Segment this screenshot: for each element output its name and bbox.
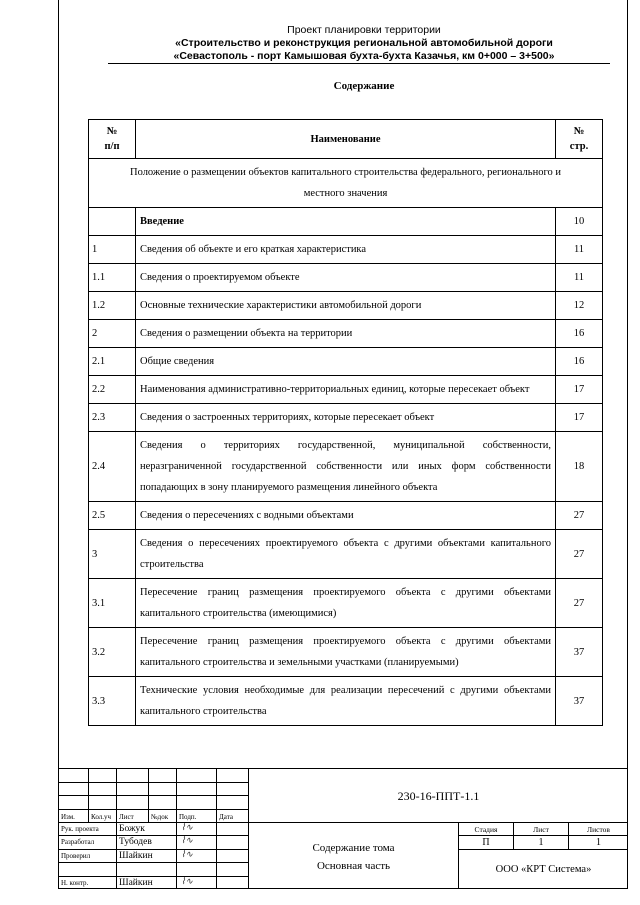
stamp-col-label: Лист [116,809,148,823]
table-row [89,292,603,320]
row-page: 11 [556,236,603,264]
stamp-cell [176,795,216,809]
title-block [58,768,628,889]
table-row [89,628,603,677]
stamp-person: Шайкин [116,876,176,889]
table-row [89,236,603,264]
row-page: 17 [556,376,603,404]
stamp-col-label: Кол.уч [88,809,116,823]
stamp-cell [58,782,88,796]
header-name: Наименование [136,120,556,159]
row-number: 1.1 [89,264,136,292]
row-number: 2.4 [89,432,136,502]
stamp-stage-label: Стадия [458,822,513,835]
stamp-cell [216,782,248,796]
stamp-cell [58,768,88,782]
stamp-cell [216,768,248,782]
stamp-cell [216,822,248,835]
row-title: Пересечение границ размещения проектируемого объекта с другими объектами капитального строительства (имеющимися) [136,579,556,628]
header-page-2: стр. [569,141,589,152]
section-row [89,159,603,208]
stamp-col-label: Изм. [58,809,88,823]
stamp-role: Н. контр. [58,876,116,889]
stamp-col-label: №док [148,809,176,823]
organization-name: ООО «КРТ Система» [458,849,628,889]
row-page: 17 [556,404,603,432]
table-row [89,432,603,502]
table-row [89,348,603,376]
row-number [89,208,136,236]
header-page: № [573,126,585,137]
header-num: № [106,126,118,137]
doc-name [248,822,458,889]
handwritten-signature-icon: ⌇∿ [181,876,193,887]
stamp-sheets-label: Листов [568,822,628,835]
row-number: 3.2 [89,628,136,677]
row-title: Введение [136,208,556,236]
row-title: Сведения о пересечениях с водными объектами [136,502,556,530]
stamp-cell [116,795,148,809]
stamp-cell [58,795,88,809]
table-row [89,502,603,530]
row-number: 2.5 [89,502,136,530]
doc-code: 230-16-ППТ-1.1 [248,768,628,822]
stamp-person: Божук [116,822,176,835]
stamp-cell [176,768,216,782]
stamp-person: Тубодев [116,835,176,848]
header-line-1: Проект планировки территории [287,24,441,36]
stamp-cell [88,782,116,796]
header-line-2: «Строительство и реконструкция региональной автомобильной дороги [175,37,553,49]
row-title: Сведения о размещении объекта на территории [136,320,556,348]
contents-table [88,119,603,726]
row-number: 1 [89,236,136,264]
stamp-col-label: Подп. [176,809,216,823]
row-title: Сведения о проектируемом объекте [136,264,556,292]
handwritten-signature-icon: ⌇∿ [181,836,193,847]
row-title: Сведения о застроенных территориях, которые пересекает объект [136,404,556,432]
stamp-cell [216,876,248,889]
row-number: 2 [89,320,136,348]
table-row [89,376,603,404]
row-number: 1.2 [89,292,136,320]
row-page: 27 [556,579,603,628]
row-page: 27 [556,502,603,530]
row-page: 37 [556,628,603,677]
table-header-row [89,120,603,159]
row-number: 3.1 [89,579,136,628]
signature-cell [176,862,216,875]
stamp-cell [216,835,248,848]
signature-cell [176,822,216,835]
row-page: 11 [556,264,603,292]
row-title: Сведения о пересечениях проектируемого объекта с другими объектами капитального строительства [136,530,556,579]
table-row [89,320,603,348]
table-row [89,404,603,432]
row-title: Наименования административно-территориальных единиц, которые пересекает объект [136,376,556,404]
stamp-role: Рук. проекта [58,822,116,835]
row-number: 2.1 [89,348,136,376]
stamp-cell [176,782,216,796]
row-number: 2.2 [89,376,136,404]
header-num-cell [89,120,136,159]
row-number: 3.3 [89,677,136,726]
row-title: Технические условия необходимые для реализации пересечений с другими объектами капитального строительства [136,677,556,726]
table-row [89,677,603,726]
row-page: 10 [556,208,603,236]
stamp-cell [148,795,176,809]
header-line-3: «Севастополь - порт Камышовая бухта-бухта Казачья, км 0+000 – 3+500» [173,50,555,62]
page-title: Содержание [333,80,395,92]
stamp-role: Разработал [58,835,116,848]
signature-cell [176,876,216,889]
table-row [89,579,603,628]
row-page: 27 [556,530,603,579]
stamp-cell [216,862,248,875]
handwritten-signature-icon: ⌇∿ [181,849,193,860]
signature-cell [176,835,216,848]
stamp-stage-value: П [458,835,513,848]
table-row [89,208,603,236]
header-divider [108,63,610,64]
stamp-cell [116,782,148,796]
row-number: 2.3 [89,404,136,432]
row-page: 37 [556,677,603,726]
stamp-col-label: Дата [216,809,248,823]
section-title: Положение о размещении объектов капитального строительства федерального, регионального и местного значения [89,159,603,208]
stamp-person [116,862,176,875]
row-page: 16 [556,348,603,376]
table-row [89,530,603,579]
row-page: 18 [556,432,603,502]
row-title: Сведения о территориях государственной, муниципальной собственности, неразграниченной государственной собственности или иных форм собственности попадающих в зону планируемого размещения линейного объекта [136,432,556,502]
row-page: 16 [556,320,603,348]
stamp-role [58,862,116,875]
row-title: Пересечение границ размещения проектируемого объекта с другими объектами капитального строительства и земельными участками (планируемыми) [136,628,556,677]
signature-cell [176,849,216,862]
stamp-cell [216,849,248,862]
stamp-cell [148,782,176,796]
row-title: Общие сведения [136,348,556,376]
row-title: Основные технические характеристики автомобильной дороги [136,292,556,320]
stamp-cell [116,768,148,782]
table-row [89,264,603,292]
doc-name-line-1: Содержание тома [312,842,395,854]
handwritten-signature-icon: ⌇∿ [181,823,193,833]
stamp-sheet-label: Лист [513,822,568,835]
header-num-2: п/п [104,141,120,152]
stamp-sheets-value: 1 [568,835,628,848]
stamp-cell [88,768,116,782]
stamp-person: Шайкин [116,849,176,862]
stamp-cell [88,795,116,809]
doc-name-line-2: Основная часть [316,860,391,872]
stamp-role: Проверил [58,849,116,862]
stamp-cell [216,795,248,809]
stamp-cell [148,768,176,782]
row-number: 3 [89,530,136,579]
stamp-sheet-value: 1 [513,835,568,848]
row-page: 12 [556,292,603,320]
header-page-cell [556,120,603,159]
row-title: Сведения об объекте и его краткая характеристика [136,236,556,264]
